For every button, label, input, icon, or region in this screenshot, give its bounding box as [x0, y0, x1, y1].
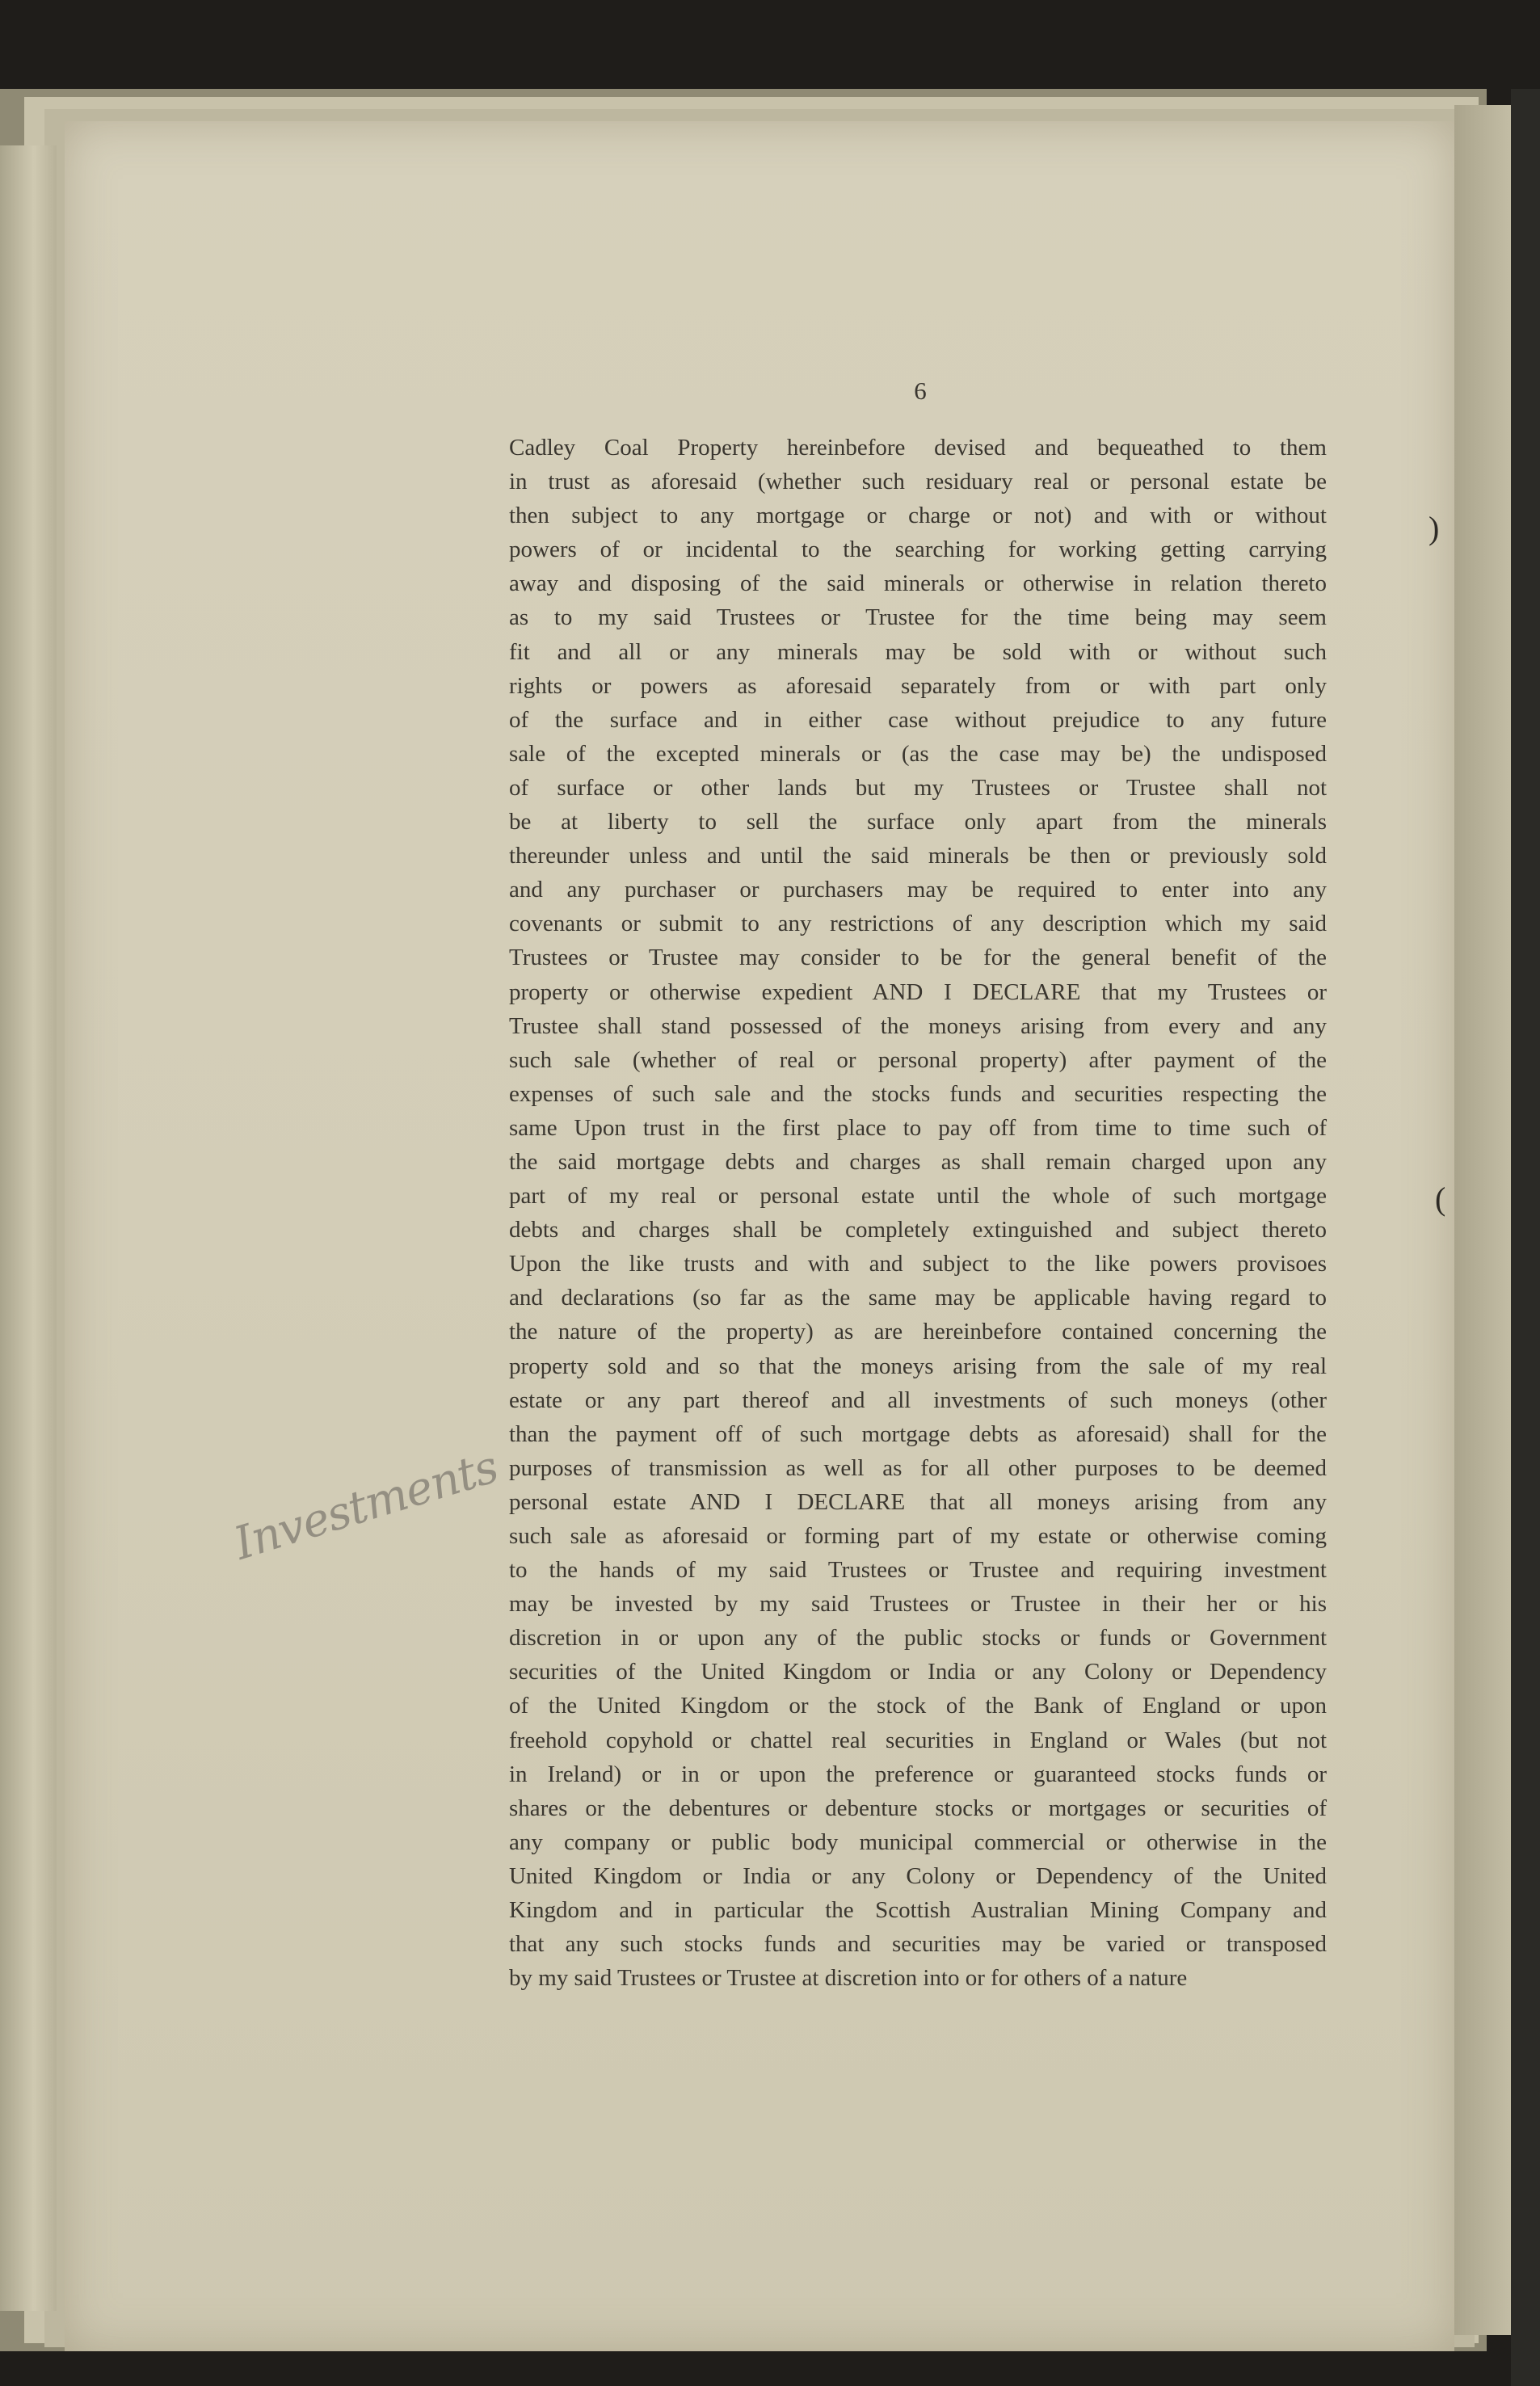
text-line: same Upon trust in the first place to pay off from time to time such of — [509, 1114, 1327, 1141]
text-line: Kingdom and in particular the Scottish Australian Mining Company and — [509, 1897, 1327, 1924]
text-line: fit and all or any minerals may be sold with or without such — [509, 638, 1327, 665]
text-line: to the hands of my said Trustees or Trustee and requiring investment — [509, 1557, 1327, 1584]
text-line: than the payment off of such mortgage debts as aforesaid) shall for the — [509, 1420, 1327, 1447]
text-line: United Kingdom or India or any Colony or Dependency of the United — [509, 1862, 1327, 1889]
text-line: rights or powers as aforesaid separately from or with part only — [509, 672, 1327, 699]
text-line: personal estate AND I DECLARE that all moneys arising from any — [509, 1488, 1327, 1515]
text-line: of surface or other lands but my Trustees or Trustee shall not — [509, 774, 1327, 801]
text-line: such sale as aforesaid or forming part of my estate or otherwise coming — [509, 1523, 1327, 1549]
binding-edge — [1511, 89, 1540, 2386]
text-line: Trustees or Trustee may consider to be for the general benefit of the — [509, 945, 1327, 971]
text-line: the nature of the property) as are hereinbefore contained concerning the — [509, 1319, 1327, 1345]
text-line: away and disposing of the said minerals or otherwise in relation thereto — [509, 570, 1327, 597]
page-number: 6 — [914, 377, 927, 405]
text-line: thereunder unless and until the said minerals be then or previously sold — [509, 843, 1327, 869]
left-page-edge — [0, 145, 57, 2311]
text-line: expenses of such sale and the stocks funds and securities respecting the — [509, 1080, 1327, 1107]
text-line: estate or any part thereof and all investments of such moneys (other — [509, 1387, 1327, 1413]
text-line: Cadley Coal Property hereinbefore devised and bequeathed to them — [509, 435, 1327, 461]
text-line: property sold and so that the moneys arising from the sale of my real — [509, 1353, 1327, 1379]
fold-mark: ( — [1435, 1180, 1446, 1217]
text-line: be at liberty to sell the surface only apart from the minerals — [509, 809, 1327, 835]
text-line: of the United Kingdom or the stock of the Bank of England or upon — [509, 1693, 1327, 1719]
text-line: sale of the excepted minerals or (as the case may be) the undisposed — [509, 740, 1327, 767]
text-line: that any such stocks funds and securities may be varied or transposed — [509, 1931, 1327, 1958]
text-line: powers of or incidental to the searching for working getting carrying — [509, 537, 1327, 563]
text-line: by my said Trustees or Trustee at discretion into or for others of a nature — [509, 1965, 1188, 1992]
text-line: part of my real or personal estate until the whole of such mortgage — [509, 1183, 1327, 1210]
text-line: Upon the like trusts and with and subject to the like powers provisoes — [509, 1251, 1327, 1277]
text-line: Trustee shall stand possessed of the moneys arising from every and any — [509, 1012, 1327, 1039]
text-line: securities of the United Kingdom or India or any Colony or Dependency — [509, 1659, 1327, 1685]
text-line: any company or public body municipal commercial or otherwise in the — [509, 1828, 1327, 1855]
body-text — [509, 431, 1327, 1995]
text-line: such sale (whether of real or personal property) after payment of the — [509, 1046, 1327, 1073]
text-line: discretion in or upon any of the public stocks or funds or Government — [509, 1625, 1327, 1652]
text-line: the said mortgage debts and charges as shall remain charged upon any — [509, 1148, 1327, 1175]
text-line: as to my said Trustees or Trustee for the time being may seem — [509, 604, 1327, 631]
fold-mark: ) — [1428, 510, 1440, 546]
text-line: debts and charges shall be completely extinguished and subject thereto — [509, 1217, 1327, 1243]
text-line: of the surface and in either case without prejudice to any future — [509, 706, 1327, 733]
text-line: freehold copyhold or chattel real securities in England or Wales (but not — [509, 1727, 1327, 1753]
text-line: and any purchaser or purchasers may be required to enter into any — [509, 877, 1327, 903]
text-line: in Ireland) or in or upon the preference or guaranteed stocks funds or — [509, 1761, 1327, 1787]
text-line: covenants or submit to any restrictions of any description which my said — [509, 911, 1327, 937]
text-line: and declarations (so far as the same may be applicable having regard to — [509, 1285, 1327, 1311]
text-line: shares or the debentures or debenture stocks or mortgages or securities of — [509, 1795, 1327, 1821]
text-line: may be invested by my said Trustees or Trustee in their her or his — [509, 1591, 1327, 1618]
text-line: in trust as aforesaid (whether such residuary real or personal estate be — [509, 469, 1327, 495]
text-line: then subject to any mortgage or charge or not) and with or without — [509, 503, 1327, 529]
text-line: purposes of transmission as well as for all other purposes to be deemed — [509, 1454, 1327, 1481]
right-page-edge — [1454, 105, 1511, 2335]
text-line: property or otherwise expedient AND I DECLARE that my Trustees or — [509, 978, 1327, 1005]
margin-note-handwritten: Investments — [228, 1440, 504, 1571]
